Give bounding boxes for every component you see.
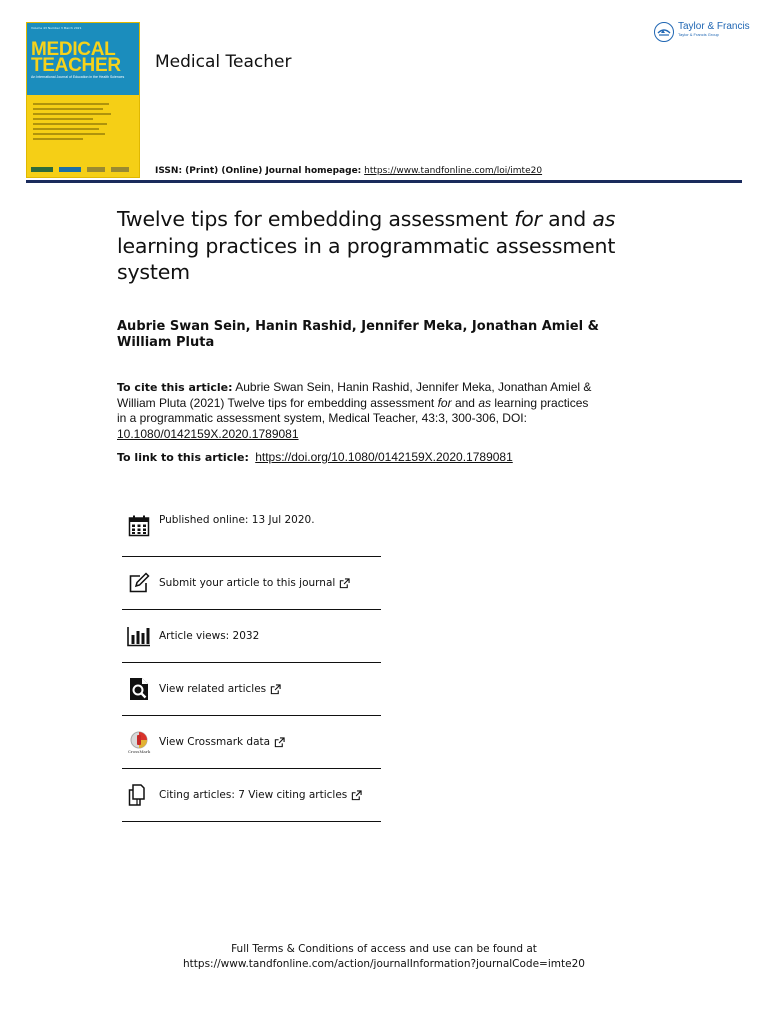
article-doi-url[interactable]: https://doi.org/10.1080/0142159X.2020.1789081 <box>255 450 513 464</box>
edit-icon <box>127 571 151 595</box>
publisher-group: Taylor & Francis Group <box>678 32 719 37</box>
article-info-list <box>122 504 381 822</box>
article-link-label: To link to this article: <box>117 451 249 464</box>
external-link-icon <box>339 578 350 589</box>
journal-name: Medical Teacher <box>155 52 292 72</box>
article-title: Twelve tips for embedding assessment for and as learning practices in a programmatic assessment system <box>117 207 616 284</box>
publisher-name: Taylor & Francis <box>678 21 750 32</box>
header-divider-thick <box>26 181 742 183</box>
issn-line <box>155 166 542 176</box>
citation-doi-link[interactable]: 10.1080/0142159X.2020.1789081 <box>117 426 299 441</box>
article-views-text: Article views: 2032 <box>159 630 260 642</box>
submit-article-row[interactable] <box>122 557 381 610</box>
crossmark-badge-label: CrossMark <box>127 748 151 754</box>
external-link-icon <box>351 790 362 801</box>
calendar-icon <box>127 514 151 538</box>
issn-label: ISSN: (Print) (Online) Journal homepage: <box>155 166 362 176</box>
journal-homepage-link[interactable]: https://www.tandfonline.com/loi/imte20 <box>364 166 543 176</box>
related-articles-link[interactable]: View related articles <box>159 683 267 695</box>
citation-label: To cite this article: <box>117 381 233 394</box>
article-authors: Aubrie Swan Sein, Hanin Rashid, Jennifer Meka, Jonathan Amiel & William Pluta <box>117 319 599 350</box>
external-link-icon <box>270 684 281 695</box>
cover-title-line1: MEDICAL <box>31 39 116 60</box>
crossmark-icon <box>127 730 151 754</box>
article-link-line <box>117 450 637 464</box>
cover-contents <box>33 103 113 143</box>
publisher-logo <box>654 22 750 48</box>
related-articles-row[interactable] <box>122 663 381 716</box>
crossmark-data-link[interactable]: View Crossmark data <box>159 736 271 748</box>
cover-title-line2: TEACHER <box>31 55 121 76</box>
publisher-logo-icon <box>654 22 674 42</box>
copy-documents-icon <box>127 783 151 807</box>
submit-article-link[interactable]: Submit your article to this journal <box>159 577 336 589</box>
search-document-icon <box>127 677 151 701</box>
published-online-text: Published online: 13 Jul 2020. <box>159 514 315 526</box>
cover-logos <box>31 165 135 173</box>
terms-footer <box>0 942 768 972</box>
cover-subtitle: An International Journal of Education in the Health Sciences <box>31 75 125 79</box>
published-online-row <box>122 504 381 557</box>
terms-url[interactable]: https://www.tandfonline.com/action/journalInformation?journalCode=imte20 <box>183 958 585 970</box>
article-views-row <box>122 610 381 663</box>
external-link-icon <box>274 737 285 748</box>
cover-title <box>31 39 121 76</box>
bar-chart-icon <box>127 624 151 648</box>
citing-articles-row[interactable] <box>122 769 381 822</box>
citing-articles-link[interactable]: Citing articles: 7 View citing articles <box>159 789 348 801</box>
citation-block: To cite this article: Aubrie Swan Sein, Hanin Rashid, Jennifer Meka, Jonathan Amiel & William Pluta (2021) Twelve tips for embedding assessment for and as learning practices in a programmatic assessment system, Medical Teacher, 43:3, 300-306, DOI: 10.1080/0142159X.2020.1789081 <box>117 380 592 441</box>
terms-line: Full Terms & Conditions of access and use can be found at <box>231 943 537 955</box>
journal-cover <box>26 22 140 178</box>
cover-volume-strip: Volume 43 Number 3 March 2021 <box>31 26 82 30</box>
crossmark-row[interactable] <box>122 716 381 769</box>
cover-top-band <box>27 23 139 95</box>
